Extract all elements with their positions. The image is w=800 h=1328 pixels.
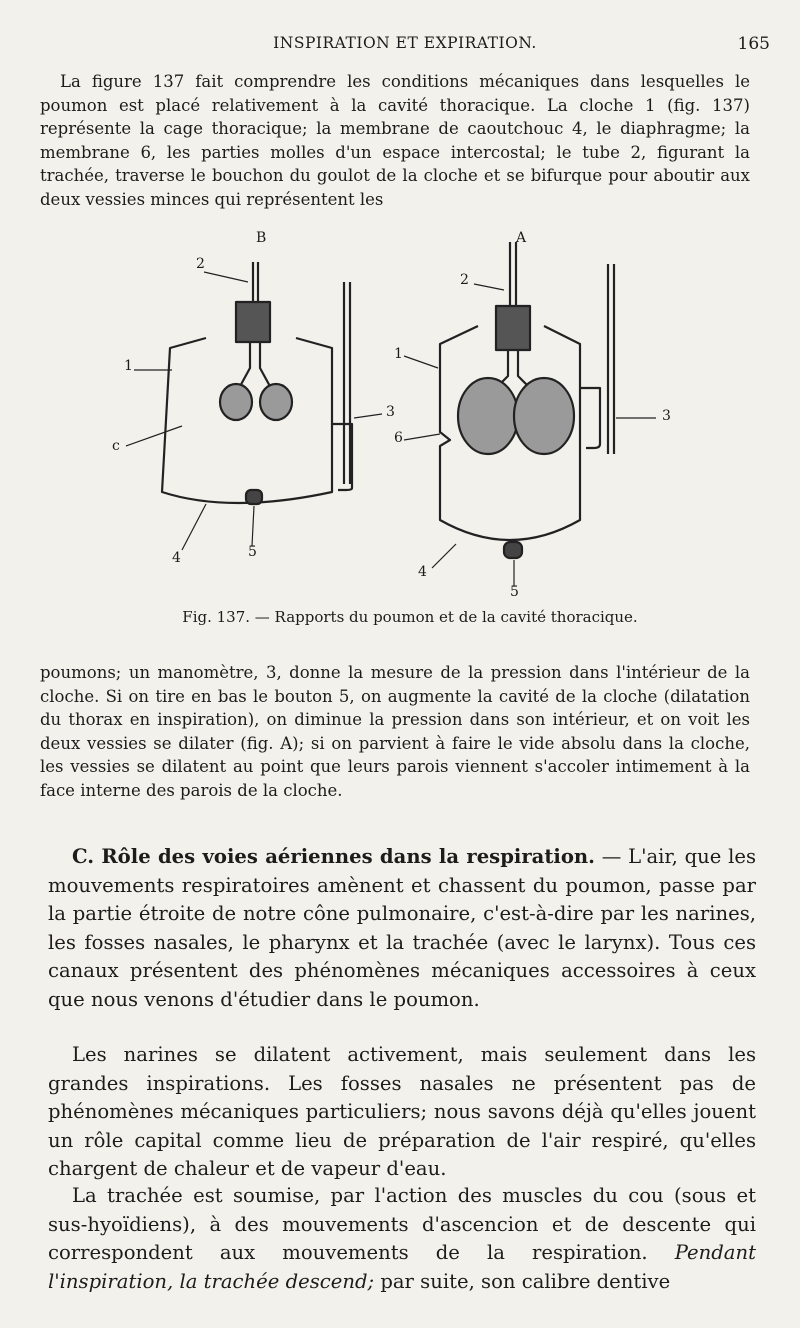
figure-label-left-tube: 2 xyxy=(196,256,205,272)
section-heading: C. Rôle des voies aériennes dans la respiration. xyxy=(72,845,596,868)
figure-label-right-diaphragm: 4 xyxy=(418,564,427,580)
paragraph-nostrils: Les narines se dilatent activement, mais seulement dans les grandes inspirations. Les fosses nasales ne présentent pas de phénomènes mécaniques particuliers; nous savons déjà qu'elles jouent un rôle capital comme lieu de préparation de l'air respiré, qu'elles chargent de chaleur et de vapeur d'eau. xyxy=(48,1043,756,1181)
apparatus-b xyxy=(126,262,382,550)
figure-label-b: B xyxy=(256,230,267,246)
figure-label-right-manometer: 3 xyxy=(662,408,671,424)
paragraph-airways xyxy=(48,843,756,1015)
figure-label-left-c: c xyxy=(112,438,120,454)
paragraph-airways-body: — L'air, que les mouvements respiratoires amènent et chassent du poumon, passe par la partie étroite de notre cône pulmonaire, c'est-à-dire par les narines, les fosses nasales, le pharynx et la trachée (avec le larynx). Tous ces canaux présentent des phénomènes mécaniques accessoires à ceux que nous venons d'étudier dans le poumon. xyxy=(48,845,756,1011)
figure-label-right-button: 5 xyxy=(510,584,519,600)
apparatus-a xyxy=(404,242,656,586)
figure-137 xyxy=(100,228,700,608)
figure-label-left-diaphragm: 4 xyxy=(172,550,181,566)
running-title: INSPIRATION ET EXPIRATION. xyxy=(273,34,537,52)
figure-label-right-tube: 2 xyxy=(460,272,469,288)
figure-label-right-bell: 1 xyxy=(394,346,403,362)
paragraph-trachea-start: La trachée est soumise, par l'action des muscles du cou (sous et sus-hyoïdiens), à des mouvements d'ascencion et de descente qui correspondent aux mouvements de la respiration. xyxy=(48,1184,756,1265)
paragraph-trachea xyxy=(48,1182,756,1296)
page-header xyxy=(40,34,770,58)
figure-label-a: A xyxy=(516,230,527,246)
figure-137-illustration xyxy=(100,228,700,608)
paragraph-manometer: poumons; un manomètre, 3, donne la mesure de la pression dans l'intérieur de la cloche. Si on tire en bas le bouton 5, on augmente la cavité de la cloche (dilatation du thorax en inspiration), on diminue la pression dans son intérieur, et on voit les deux vessies se dilater (fig. A); si on parvient à faire le vide absolu dans la cloche, les vessies se dilatent au point que leurs parois viennent s'accoler intimement à la face interne des parois de la cloche. xyxy=(40,663,750,800)
figure-caption: Fig. 137. — Rapports du poumon et de la cavité thoracique. xyxy=(182,608,638,626)
paragraph-figure-explanation: La figure 137 fait comprendre les conditions mécaniques dans lesquelles le poumon est placé relativement à la cavité thoracique. La cloche 1 (fig. 137) représente la cage thoracique; la membrane de caoutchouc 4, le diaphragme; la membrane 6, les parties molles d'un espace intercostal; le tube 2, figurant la trachée, traverse le bouchon du goulot de la cloche et se bifurque pour aboutir aux deux vessies minces qui représentent les xyxy=(40,72,750,209)
figure-label-left-bell: 1 xyxy=(124,358,133,374)
paragraph-trachea-italic: Pendant l'inspiration, la trachée descend; xyxy=(48,1241,756,1293)
page-number: 165 xyxy=(737,34,770,54)
figure-label-right-intercostal: 6 xyxy=(394,430,403,446)
figure-label-left-manometer: 3 xyxy=(386,404,395,420)
paragraph-trachea-end: par suite, son calibre dentive xyxy=(374,1269,671,1293)
figure-label-left-button: 5 xyxy=(248,544,257,560)
